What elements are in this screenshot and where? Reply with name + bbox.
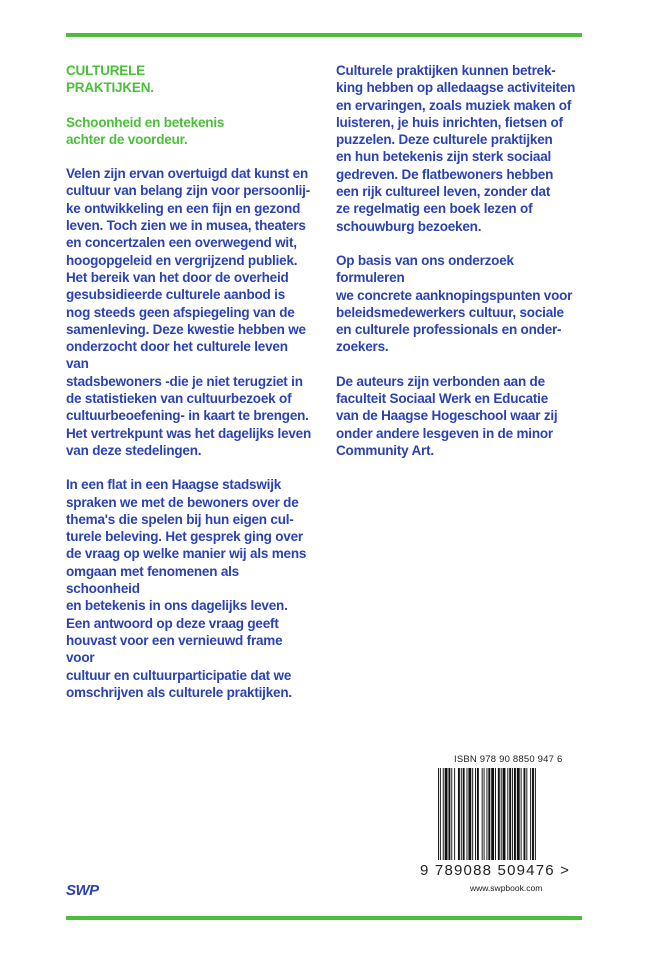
barcode-bar — [488, 768, 490, 860]
barcode-bar — [509, 768, 511, 860]
barcode-bar — [507, 768, 508, 860]
publisher-url: www.swpbook.com — [470, 883, 543, 893]
publisher-logo: SWP — [66, 882, 99, 899]
barcode-image — [438, 768, 576, 860]
barcode-bar — [467, 768, 468, 860]
book-title: CULTURELE PRAKTIJKEN. — [66, 63, 154, 96]
isbn-label: ISBN 978 90 8850 947 6 — [454, 754, 563, 765]
barcode-bar — [535, 768, 536, 860]
barcode-bar — [486, 768, 487, 860]
barcode-bar — [491, 768, 494, 860]
barcode-bar — [514, 768, 516, 860]
barcode-bar — [468, 768, 471, 860]
top-green-rule — [66, 33, 582, 37]
blurb-paragraph-3: Culturele praktijken kunnen betrek- king hebben op alledaagse activiteiten en ervaringen, zoals muziek maken of luisteren, je huis inrichten, fietsen of puzzelen. Deze culturele praktijken en hun betekenis zijn sterk sociaal gedreven. De flatbewoners hebben een rijk cultureel leven, zonder dat ze regelmatig een boek lezen of schouwburg bezoeken. — [336, 63, 576, 234]
barcode-bar — [532, 768, 534, 860]
barcode-bar — [521, 768, 522, 860]
barcode-bar — [443, 768, 444, 860]
blurb-paragraph-2: In een flat in een Haagse stadswijk spraken we met de bewoners over de thema's die spelen bij hun eigen cul- turele beleving. Het gesprek ging over de vraag op welke manier wij als mens omgaan met fenomenen als schoonheid en betekenis in ons dagelijks leven. Een antwoord op deze vraag geeft houvast voor een vernieuwd frame voor cultuur en cultuurparticipatie dat we omschrijven als culturele praktijken. — [66, 477, 307, 700]
authors-paragraph: De auteurs zijn verbonden aan de faculteit Sociaal Werk en Educatie van de Haagse Hogeschool waar zij onder andere lesgeven in de minor Community Art. — [336, 373, 558, 458]
barcode-bar — [501, 768, 502, 860]
barcode-bar — [482, 768, 483, 860]
barcode-bar — [498, 768, 500, 860]
barcode-bar — [440, 768, 441, 860]
blurb-paragraph-1: Velen zijn ervan overtuigd dat kunst en cultuur van belang zijn voor persoonlij- ke ontwikkeling en een fijn en gezond leven. Toch zien we in musea, theaters en concertzalen een overwegend wit, hoogopgeleid en vergrijzend publiek. Het bereik van het door de overheid gesubsidieerde culturele aanbod is nog steeds geen afspiegeling van de samenleving. Deze kwestie hebben we onderzocht door het culturele leven van stadsbewoners -die je niet terugziet in de statistieken van cultuurbezoek of cultuurbeoefening- in kaart te brengen. Het vertrekpunt was het dagelijks leven van deze stedelingen. — [66, 166, 312, 458]
barcode-bar — [454, 768, 455, 860]
barcode-bar — [495, 768, 496, 860]
barcode-bar — [458, 768, 460, 860]
right-column — [336, 62, 582, 459]
barcode-bar — [438, 768, 439, 860]
barcode-bar — [526, 768, 527, 860]
barcode-bar — [484, 768, 485, 860]
barcode-bar — [463, 768, 465, 860]
barcode-bar — [524, 768, 526, 860]
barcode-bar — [445, 768, 448, 860]
barcode-digits: 9 789088 509476 > — [420, 862, 571, 879]
barcode-bar — [477, 768, 479, 860]
left-column — [66, 62, 312, 701]
barcode-bar — [472, 768, 473, 860]
blurb-paragraph-4: Op basis van ons onderzoek formuleren we concrete aanknopingspunten voor beleidsmedewerkers cultuur, sociale en culturele professionals en onder- zoekers. — [336, 252, 573, 355]
barcode-bar — [448, 768, 450, 860]
barcode-bar — [475, 768, 476, 860]
barcode-bar — [517, 768, 520, 860]
barcode-bar — [451, 768, 452, 860]
barcode-bar — [461, 768, 462, 860]
bottom-green-rule — [66, 916, 582, 920]
barcode-bar — [512, 768, 513, 860]
book-subtitle: Schoonheid en betekenis achter de voordeur. — [66, 114, 225, 147]
barcode-bar — [530, 768, 531, 860]
barcode-bar — [503, 768, 506, 860]
